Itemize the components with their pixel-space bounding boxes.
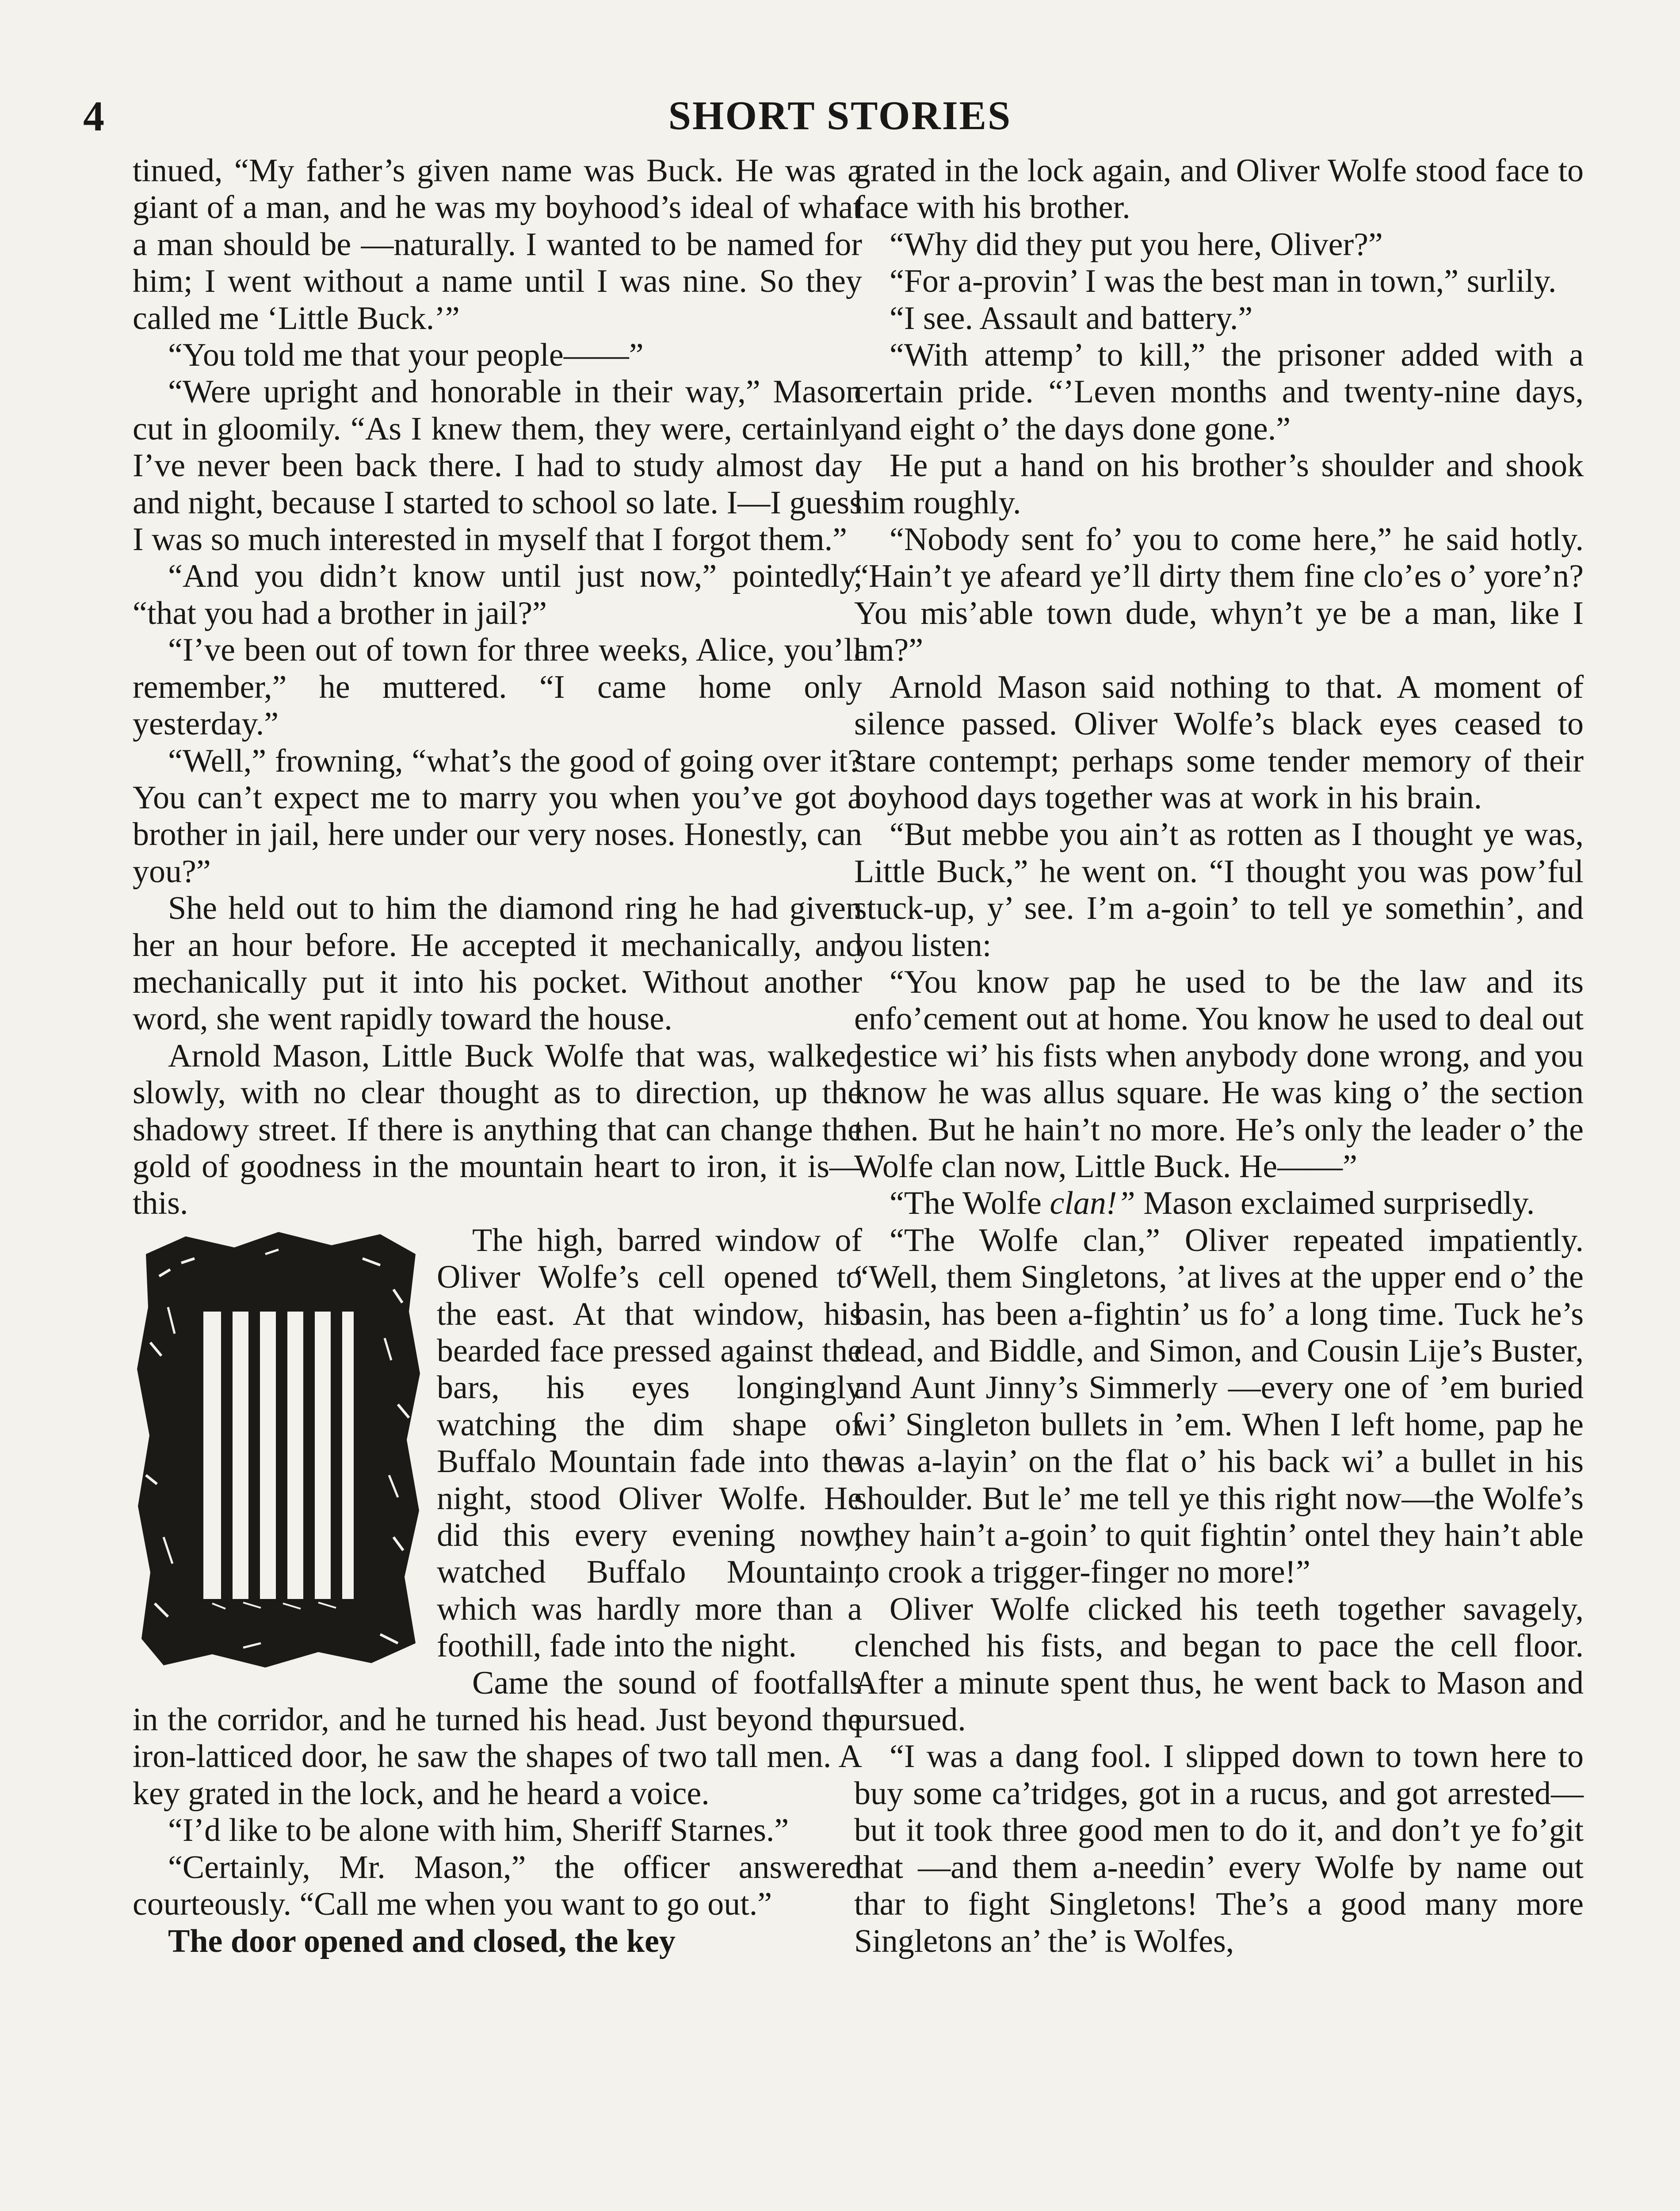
paragraph: “Were upright and honorable in their way,” Mason cut in gloomily. “As I knew them, they were, certainly. I’ve never been back there. I had to study almost day and night, because I started to school so late. I—I guess I was so much interested in myself that I forgot them.”	[133, 374, 862, 558]
paragraph: Came the sound of footfalls in the corridor, and he turned his head. Just beyond the iron-latticed door, he saw the shapes of two tall men. A key grated in the lock, and he heard a voice.	[133, 1664, 862, 1812]
barred-window-icon	[133, 1228, 424, 1674]
paragraph: tinued, “My father’s given name was Buck. He was a giant of a man, and he was my boyhood’s ideal of what a man should be —naturally. I wanted to be named for him; I went without a name until I was nine. So they called me ‘Little Buck.’”	[133, 153, 862, 337]
section-break-paragraph	[133, 1222, 862, 1665]
paragraph: “Why did they put you here, Oliver?”	[890, 226, 1383, 263]
text-run: “The Wolfe	[890, 1185, 1050, 1222]
paragraph: “And you didn’t know until just now,” pointedly, “that you had a brother in jail?”	[133, 558, 862, 631]
paragraph: “Nobody sent fo’ you to come here,” he said hotly. “Hain’t ye afeard ye’ll dirty them fine clo’es o’ yore’n? You mis’able town dude, whyn’t ye be a man, like I am?”	[854, 521, 1584, 669]
emphasis-text: clan!”	[1050, 1185, 1135, 1222]
paragraph	[854, 1185, 1584, 1222]
paragraph: “For a-provin’ I was the best man in town,” surlily.	[890, 263, 1557, 300]
paragraph: Arnold Mason, Little Buck Wolfe that was, walked slowly, with no clear thought as to direction, up the shadowy street. If there is anything that can change the gold of goodness in the mountain heart to iron, it is—this.	[133, 1037, 862, 1222]
paragraph: “I see. Assault and battery.”	[890, 300, 1253, 337]
paragraph: “The Wolfe clan,” Oliver repeated impatiently. “Well, them Singletons, ’at lives at the upper end o’ the basin, has been a-fightin’ us fo’ a long time. Tuck he’s dead, and Biddle, and Simon, and Cousin Lije’s Buster, and Aunt Jinny’s Simmerly —every one of ’em buried wi’ Singleton bullets in ’em. When I left home, pap he was a-layin’ on the flat o’ his back wi’ a bullet in his shoulder. But le’ me tell ye this right now—the Wolfe’s they hain’t a-goin’ to quit fightin’ ontel they hain’t able to crook a trigger-finger no more!”	[854, 1222, 1584, 1591]
paragraph: She held out to him the diamond ring he had given her an hour before. He accepted it mechanically, and mechanically put it into his pocket. Without another word, she went rapidly toward the house.	[133, 890, 862, 1037]
paragraph: “But mebbe you ain’t as rotten as I thought ye was, Little Buck,” he went on. “I thought you was pow’ful stuck-up, y’ see. I’m a-goin’ to tell ye somethin’, and you listen:	[854, 816, 1584, 964]
paragraph: “With attemp’ to kill,” the prisoner added with a certain pride. “’Leven months and twenty-nine days, and eight o’ the days done gone.”	[854, 337, 1584, 447]
paragraph: “Well,” frowning, “what’s the good of going over it? You can’t expect me to marry you when you’ve got a brother in jail, here under our very noses. Honestly, can you?”	[133, 742, 862, 890]
right-text-column	[854, 153, 1584, 1960]
paragraph: The door opened and closed, the key	[168, 1923, 676, 1959]
cell-window-illustration	[133, 1228, 424, 1674]
paragraph: Oliver Wolfe clicked his teeth together savagely, clenched his fists, and began to pace the cell floor. After a minute spent thus, he went back to Mason and pursued.	[854, 1591, 1584, 1738]
paragraph: grated in the lock again, and Oliver Wolfe stood face to face with his brother.	[854, 153, 1584, 226]
left-text-column	[133, 153, 862, 1960]
paragraph: Arnold Mason said nothing to that. A moment of silence passed. Oliver Wolfe’s black eyes ceased to stare contempt; perhaps some tender memory of their boyhood days together was at work in his brain.	[854, 669, 1584, 816]
page-number: 4	[83, 92, 104, 140]
paragraph: “I’ve been out of town for three weeks, Alice, you’ll remember,” he muttered. “I came home only yesterday.”	[133, 632, 862, 742]
paragraph: “I was a dang fool. I slipped down to town here to buy some ca’tridges, got in a rucus, and got arrested—but it took three good men to do it, and don’t ye fo’git that —and them a-needin’ every Wolfe by name out thar to fight Singletons! The’s a good many more Singletons an’ the’ is Wolfes,	[854, 1738, 1584, 1959]
paragraph: “I’d like to be alone with him, Sheriff Starnes.”	[168, 1812, 789, 1849]
text-run: Mason exclaimed surprisedly.	[1135, 1185, 1535, 1222]
paragraph: “Certainly, Mr. Mason,” the officer answered courteously. “Call me when you want to go out.”	[133, 1849, 862, 1923]
paragraph: “You know pap he used to be the law and its enfo’cement out at home. You know he used to deal out jestice wi’ his fists when anybody done wrong, and you know he was allus square. He was king o’ the section then. But he hain’t no more. He’s only the leader o’ the Wolfe clan now, Little Buck. He——”	[854, 964, 1584, 1185]
running-head-title: SHORT STORIES	[668, 93, 1012, 138]
paragraph: The high, barred window of Oliver Wolfe’s cell opened to the east. At that window, his bearded face pressed against the bars, his eyes longingly watching the dim shape of Buffalo Mountain fade into the night, stood Oliver Wolfe. He did this every evening now, watched Buffalo Mountain, which was hardly more than a foothill, fade into the night.	[437, 1222, 862, 1664]
paragraph: He put a hand on his brother’s shoulder and shook him roughly.	[854, 448, 1584, 521]
paragraph: “You told me that your people——”	[168, 337, 644, 374]
